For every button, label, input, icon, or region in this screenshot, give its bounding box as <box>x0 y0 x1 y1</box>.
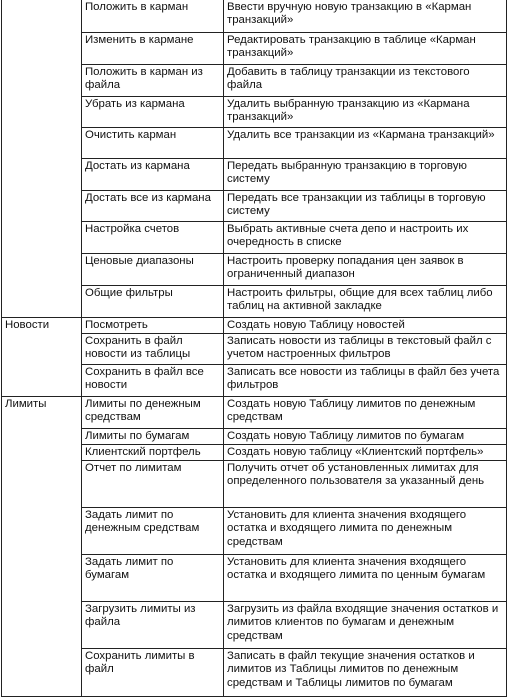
section-cell <box>2 649 82 697</box>
section-cell: Лимиты <box>2 396 82 428</box>
command-cell: Отчет по лимитам <box>82 461 224 508</box>
command-cell: Достать все из кармана <box>82 190 224 221</box>
table-row <box>2 253 507 285</box>
table-row <box>2 555 507 602</box>
table-row <box>2 190 507 221</box>
command-cell: Посмотреть <box>82 317 224 333</box>
table-row <box>2 317 507 333</box>
table-row <box>2 364 507 396</box>
section-cell <box>2 96 82 127</box>
command-cell: Достать из кармана <box>82 158 224 190</box>
description-cell: Удалить все транзакции из «Кармана транзакций» <box>224 127 507 158</box>
section-cell <box>2 428 82 444</box>
description-cell: Создать новую Таблицу лимитов по бумагам <box>224 428 507 444</box>
table-row <box>2 428 507 444</box>
section-cell <box>2 285 82 317</box>
table-row <box>2 32 507 64</box>
description-cell: Добавить в таблицу транзакции из текстового файла <box>224 64 507 96</box>
section-cell <box>2 364 82 396</box>
command-cell: Задать лимит по денежным средствам <box>82 508 224 555</box>
description-cell: Создать новую Таблицу новостей <box>224 317 507 333</box>
table-row <box>2 64 507 96</box>
command-cell: Положить в карман из файла <box>82 64 224 96</box>
table-row <box>2 396 507 428</box>
table-row <box>2 444 507 460</box>
section-cell <box>2 221 82 253</box>
table-row <box>2 0 507 32</box>
command-cell: Ценовые диапазоны <box>82 253 224 285</box>
section-cell <box>2 253 82 285</box>
section-cell <box>2 444 82 460</box>
description-cell: Настроить проверку попадания цен заявок в ограниченный диапазон <box>224 253 507 285</box>
description-cell: Установить для клиента значения входящего остатка и входящего лимита по ценным бумагам <box>224 555 507 602</box>
command-cell: Положить в карман <box>82 0 224 32</box>
table-row <box>2 333 507 364</box>
commands-table-body <box>2 0 507 697</box>
command-cell: Изменить в кармане <box>82 32 224 64</box>
table-row <box>2 96 507 127</box>
description-cell: Получить отчет об установленных лимитах для определенного пользователя за указанный день <box>224 461 507 508</box>
description-cell: Передать выбранную транзакцию в торговую систему <box>224 158 507 190</box>
description-cell: Установить для клиента значения входящего остатка и входящего лимита по денежным средствам <box>224 508 507 555</box>
command-cell: Убрать из кармана <box>82 96 224 127</box>
section-cell <box>2 32 82 64</box>
description-cell: Записать новости из таблицы в текстовый файл с учетом настроенных фильтров <box>224 333 507 364</box>
table-row <box>2 649 507 697</box>
table-row <box>2 285 507 317</box>
command-cell: Сохранить в файл все новости <box>82 364 224 396</box>
description-cell: Выбрать активные счета депо и настроить их очередность в списке <box>224 221 507 253</box>
command-cell: Общие фильтры <box>82 285 224 317</box>
table-row <box>2 127 507 158</box>
command-cell: Загрузить лимиты из файла <box>82 602 224 649</box>
description-cell: Ввести вручную новую транзакцию в «Карман транзакций» <box>224 0 507 32</box>
table-row <box>2 602 507 649</box>
section-cell <box>2 0 82 32</box>
description-cell: Редактировать транзакцию в таблице «Карман транзакций» <box>224 32 507 64</box>
section-cell <box>2 333 82 364</box>
command-cell: Лимиты по денежным средствам <box>82 396 224 428</box>
description-cell: Передать все транзакции из таблицы в торговую систему <box>224 190 507 221</box>
command-cell: Сохранить лимиты в файл <box>82 649 224 697</box>
description-cell: Записать все новости из таблицы в файл без учета фильтров <box>224 364 507 396</box>
description-cell: Настроить фильтры, общие для всех таблиц либо таблиц на активной закладке <box>224 285 507 317</box>
section-cell <box>2 508 82 555</box>
table-row <box>2 158 507 190</box>
section-cell <box>2 158 82 190</box>
description-cell: Загрузить из файла входящие значения остатков и лимитов клиентов по бумагам и денежным средствам <box>224 602 507 649</box>
section-cell <box>2 127 82 158</box>
description-cell: Создать новую таблицу «Клиентский портфель» <box>224 444 507 460</box>
section-cell: Новости <box>2 317 82 333</box>
table-row <box>2 508 507 555</box>
command-cell: Клиентский портфель <box>82 444 224 460</box>
description-cell: Удалить выбранную транзакцию из «Кармана транзакций» <box>224 96 507 127</box>
command-cell: Сохранить в файл новости из таблицы <box>82 333 224 364</box>
command-cell: Лимиты по бумагам <box>82 428 224 444</box>
table-row <box>2 461 507 508</box>
section-cell <box>2 190 82 221</box>
command-cell: Настройка счетов <box>82 221 224 253</box>
section-cell <box>2 461 82 508</box>
commands-table <box>1 0 507 697</box>
description-cell: Записать в файл текущие значения остатков и лимитов из Таблицы лимитов по денежным средствам и Таблицы лимитов по бумагам <box>224 649 507 697</box>
table-row <box>2 221 507 253</box>
command-cell: Очистить карман <box>82 127 224 158</box>
section-cell <box>2 602 82 649</box>
command-cell: Задать лимит по бумагам <box>82 555 224 602</box>
section-cell <box>2 555 82 602</box>
description-cell: Создать новую Таблицу лимитов по денежным средствам <box>224 396 507 428</box>
section-cell <box>2 64 82 96</box>
